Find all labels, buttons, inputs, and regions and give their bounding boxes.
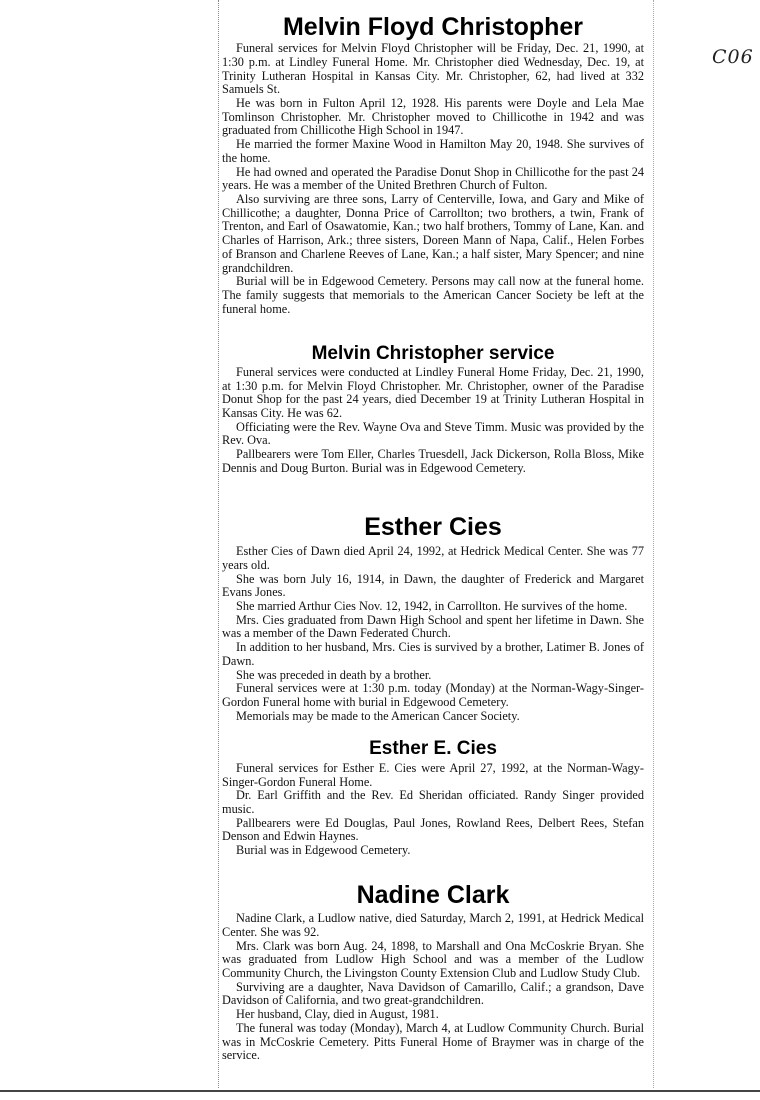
paragraph: Mrs. Clark was born Aug. 24, 1898, to Marshall and Ona McCoskrie Bryan. She was graduated from Ludlow High School and was a member of the Ludlow Community Church, the Livingston County Extension Club and Ludlow Study Club. xyxy=(222,938,644,981)
paragraph: Funeral services were at 1:30 p.m. today (Monday) at the Norman-Wagy-Singer-Gordon Funeral home with burial in Edgewood Cemetery. xyxy=(222,681,644,709)
paragraph: Also surviving are three sons, Larry of Centerville, Iowa, and Gary and Mike of Chillicothe; a daughter, Donna Price of Carrollton; two brothers, a twin, Frank of Trenton, and Earl of Osawatomie, Kan.; two half brothers, Tommy of Lane, Kan. and Charles of Harrison, Ark.; three sisters, Doreen Mann of Napa, Calif., Helen Forbes of Branson and Charlene Reeves of Lane, Kan.; a half sister, Mary Spencer; and nine grandchildren. xyxy=(222,191,644,275)
paragraph: Burial was in Edgewood Cemetery. xyxy=(236,843,411,858)
paragraph: She married Arthur Cies Nov. 12, 1942, in Carrollton. He survives of the home. xyxy=(236,599,628,614)
paragraph: The funeral was today (Monday), March 4, at Ludlow Community Church. Burial was in McCoskrie Cemetery. Pitts Funeral Home of Braymer was in charge of the service. xyxy=(222,1020,644,1063)
obituary-melvin-christopher-service xyxy=(222,344,644,476)
obituary-nadine-clark xyxy=(222,882,644,1063)
paragraph: Funeral services for Esther E. Cies were April 27, 1992, at the Norman-Wagy-Singer-Gordon Funeral Home. xyxy=(222,760,644,789)
obituary-esther-e-cies xyxy=(222,739,644,858)
paragraph: Pallbearers were Tom Eller, Charles Truesdell, Jack Dickerson, Rolla Bloss, Mike Dennis and Doug Burton. Burial was in Edgewood Cemetery. xyxy=(222,447,644,475)
paragraph: Officiating were the Rev. Wayne Ova and Steve Timm. Music was provided by the Rev. Ova. xyxy=(222,419,644,448)
paragraph: Funeral services were conducted at Lindley Funeral Home Friday, Dec. 21, 1990, at 1:30 p.m. for Melvin Floyd Christopher. Mr. Christopher, owner of the Paradise Donut Shop for the past 24 years, died December 19 at Trinity Lutheran Hospital in Kansas City. He was 62. xyxy=(222,364,644,421)
paragraph: Surviving are a daughter, Nava Davidson of Camarillo, Calif.; a grandson, Dave Davidson of California, and two great-grandchildren. xyxy=(222,979,644,1008)
corner-code: C06 xyxy=(712,46,754,68)
obituary-title: Nadine Clark xyxy=(356,881,510,909)
paragraph: Nadine Clark, a Ludlow native, died Saturday, March 2, 1991, at Hedrick Medical Center. She was 92. xyxy=(222,911,644,939)
obituary-melvin-floyd-christopher xyxy=(222,14,644,316)
page-frame-right xyxy=(653,0,654,1088)
paragraph: Dr. Earl Griffith and the Rev. Ed Sheridan officiated. Randy Singer provided music. xyxy=(222,788,644,817)
paragraph: Burial will be in Edgewood Cemetery. Persons may call now at the funeral home. The family suggests that memorials to the American Cancer Society be left at the funeral home. xyxy=(222,274,644,316)
obituary-title: Melvin Floyd Christopher xyxy=(282,13,584,41)
obituary-title: Esther Cies xyxy=(364,513,502,541)
paragraph: Mrs. Cies graduated from Dawn High School and spent her lifetime in Dawn. She was a member of the Dawn Federated Church. xyxy=(222,612,644,641)
paragraph: Memorials may be made to the American Cancer Society. xyxy=(236,708,520,723)
paragraph: Pallbearers were Ed Douglas, Paul Jones, Rowland Rees, Delbert Rees, Stefan Denson and Edwin Haynes. xyxy=(222,815,644,844)
paragraph: Her husband, Clay, died in August, 1981. xyxy=(236,1007,439,1022)
paragraph: She was preceded in death by a brother. xyxy=(236,667,432,682)
paragraph: Esther Cies of Dawn died April 24, 1992, at Hedrick Medical Center. She was 77 years old. xyxy=(222,544,644,572)
paragraph: She was born July 16, 1914, in Dawn, the daughter of Frederick and Margaret Evans Jones. xyxy=(222,571,644,600)
page-frame-left xyxy=(218,0,219,1088)
paragraph: He married the former Maxine Wood in Hamilton May 20, 1948. She survives of the home. xyxy=(222,137,644,165)
paragraph: In addition to her husband, Mrs. Cies is survived by a brother, Latimer B. Jones of Dawn. xyxy=(222,640,644,668)
obituary-title: Esther E. Cies xyxy=(369,738,497,759)
paragraph: He had owned and operated the Paradise Donut Shop in Chillicothe for the past 24 years. He was a member of the United Brethren Church of Fulton. xyxy=(222,164,644,193)
paragraph: Funeral services for Melvin Floyd Christopher will be Friday, Dec. 21, 1990, at 1:30 p.m. at Lindley Funeral Home. Mr. Christopher died Wednesday, Dec. 19, at Trinity Lutheran Hospital in Kansas City. Mr. Christopher, 62, had lived at 332 Samuels St. xyxy=(222,41,644,97)
obituary-title: Melvin Christopher service xyxy=(311,343,555,364)
paragraph: He was born in Fulton April 12, 1928. His parents were Doyle and Lela Mae Tomlinson Christopher. Mr. Christopher moved to Chillicothe in 1942 and was graduated from Chillicothe High School in 1947. xyxy=(222,96,644,138)
obituary-esther-cies xyxy=(222,514,644,723)
bottom-rule xyxy=(0,1090,760,1092)
